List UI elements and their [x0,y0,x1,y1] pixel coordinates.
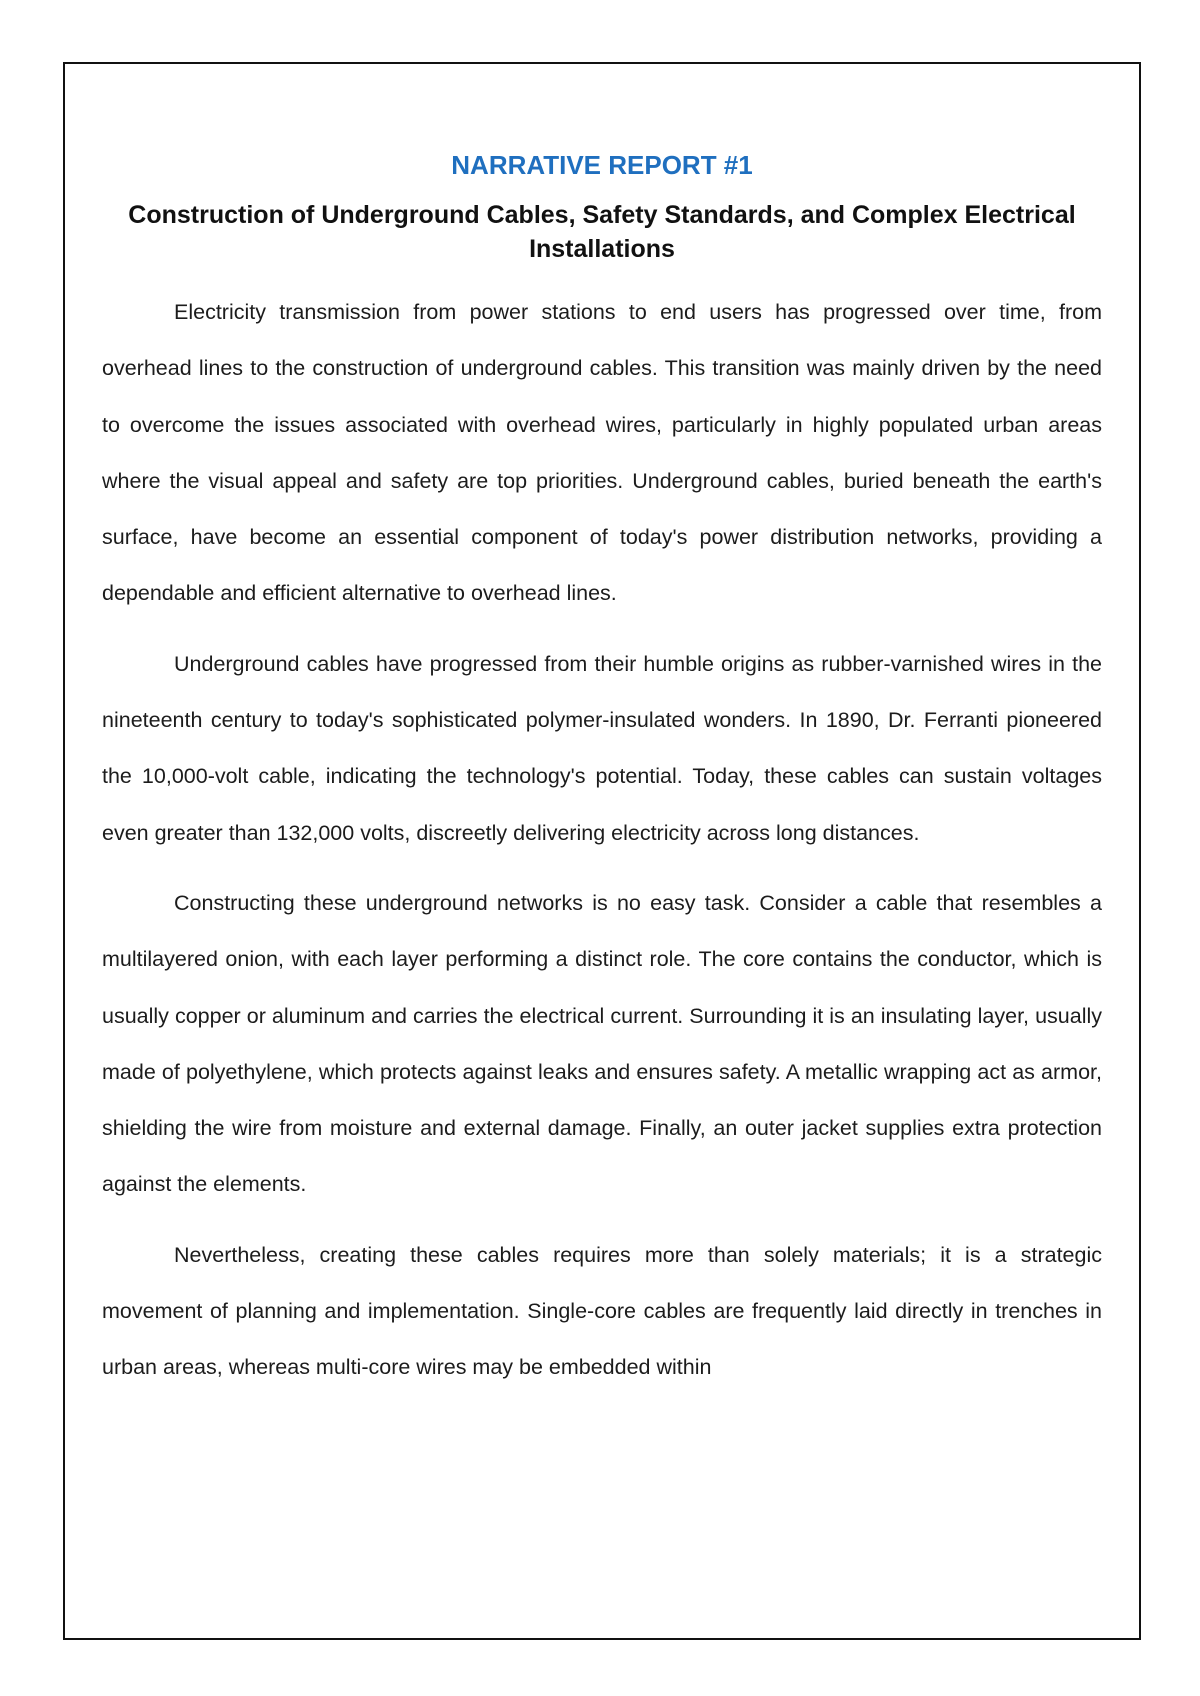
paragraph-1: Electricity transmission from power stations to end users has progressed over time, from overhead lines to the construction of underground cables. This transition was mainly driven by the need to overcome the issues associated with overhead wires, particularly in highly populated urban areas where the visual appeal and safety are top priorities. Underground cables, buried beneath the earth's surface, have become an essential component of today's power distribution networks, providing a dependable and efficient alternative to overhead lines. [102,300,1102,606]
paragraph-2: Underground cables have progressed from their humble origins as rubber-varnished wires in the nineteenth century to today's sophisticated polymer-insulated wonders. In 1890, Dr. Ferranti pioneered the 10,000-volt cable, indicating the technology's potential. Today, these cables can sustain voltages even greater than 132,000 volts, discreetly delivering electricity across long distances. [102,651,1102,845]
report-label: NARRATIVE REPORT #1 [451,150,753,180]
report-title: Construction of Underground Cables, Safety Standards, and Complex Electrical Installations [128,201,1076,263]
paragraph-4: Nevertheless, creating these cables requires more than solely materials; it is a strategic movement of planning and implementation. Single-core cables are frequently laid directly in trenches in urban areas, whereas multi-core wires may be embedded within [102,1242,1102,1380]
document-body [102,148,1102,1410]
paragraph-3: Constructing these underground networks is no easy task. Consider a cable that resembles a multilayered onion, with each layer performing a distinct role. The core contains the conductor, which is usually copper or aluminum and carries the electrical current. Surrounding it is an insulating layer, usually made of polyethylene, which protects against leaks and ensures safety. A metallic wrapping act as armor, shielding the wire from moisture and external damage. Finally, an outer jacket supplies extra protection against the elements. [102,890,1102,1197]
